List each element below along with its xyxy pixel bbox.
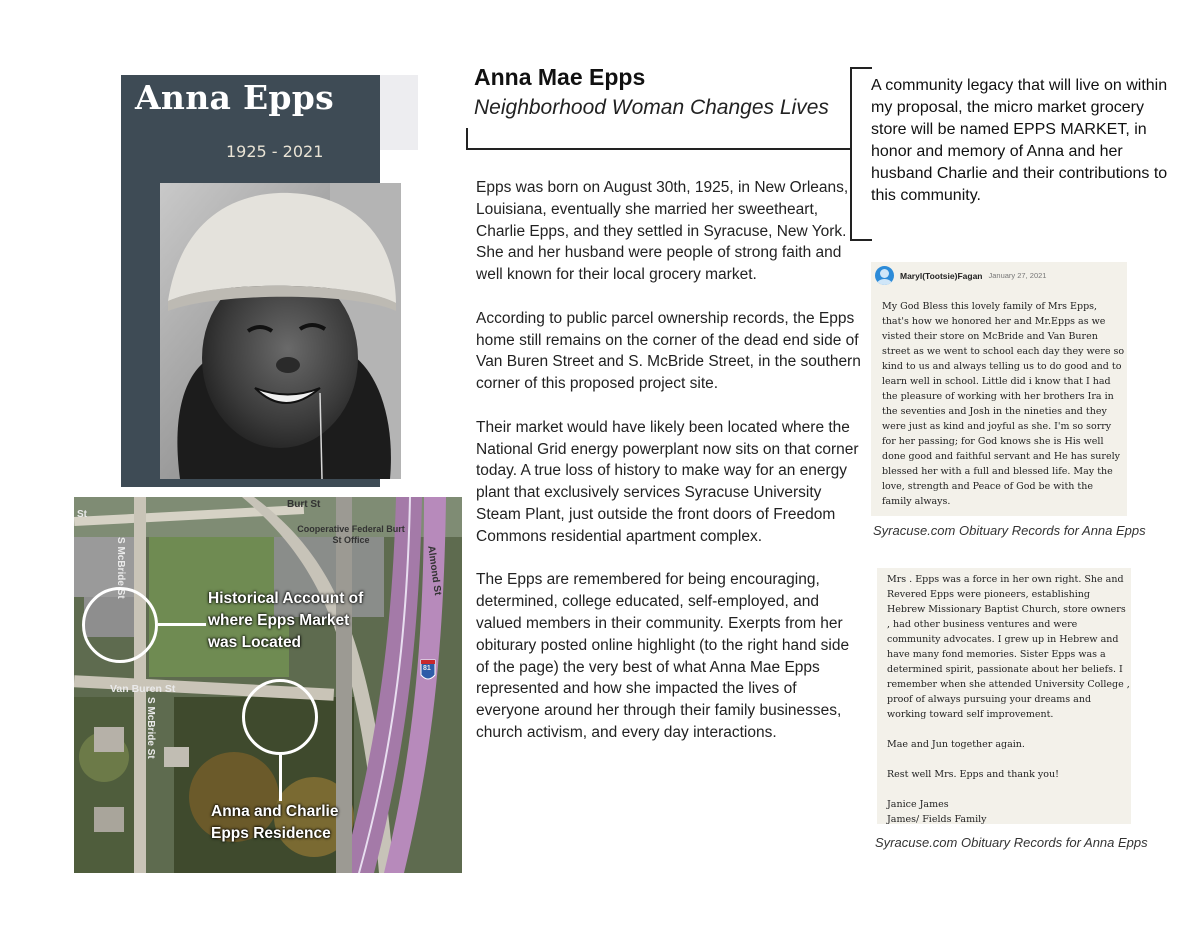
article-title: Anna Mae Epps (474, 64, 646, 90)
interstate-shield-icon: 81 (423, 665, 431, 672)
legacy-note: A community legacy that will live on within my proposal, the micro market grocery store will be named EPPS MARKET, in honor and memory of Anna and her husband Charlie and their contributions to this community. (871, 77, 1168, 204)
comment-date: January 27, 2021 (988, 271, 1047, 280)
residence-marker (242, 679, 318, 755)
residence-leader-line (279, 755, 282, 801)
residence-label: Anna and Charlie Epps Residence (211, 803, 339, 842)
road-label-st: St (77, 509, 87, 520)
comment-caption-2: Syracuse.com Obituary Records for Anna Epps (875, 835, 1148, 850)
road-label-mcbride-south: S McBride St (145, 697, 156, 759)
road-label-mcbride-north: S McBride St (115, 537, 126, 599)
obituary-comment-fagan (871, 262, 1127, 516)
body-paragraph-home: According to public parcel ownership records, the Epps home still remains on the corner of the dead end side of Van Buren Street and S. McBride Street, in the southern corner of this proposed project site. (476, 309, 861, 393)
aerial-map (74, 497, 462, 873)
comment-paragraph: Mrs . Epps was a force in her own right. She and Revered Epps were pioneers, establishing Hebrew Missionary Baptist Church, store owners , had other business ventures and were community advocates. I grew up in Hebrew and have many fond memories. Sister Epps was a determined spirit, passionate about her beliefs. I remember when she attended University College , proof of always pursuing your dreams and working toward self improvement. (887, 574, 1130, 720)
comment-header (875, 266, 1046, 285)
comment-signature-name: Janice James (887, 799, 949, 810)
market-location-label: Historical Account of where Epps Market was Located (208, 590, 364, 651)
heading-rule-vertical (466, 128, 468, 150)
body-paragraph-birth: Epps was born on August 30th, 1925, in New Orleans, Louisiana, eventually she married her sweetheart, Charlie Epps, and they settled in Syracuse, New York. She and her husband were people of strong faith and well known for their local grocery market. (476, 179, 849, 284)
comment-text (887, 572, 1131, 827)
obituary-comment-james (877, 568, 1131, 824)
market-location-marker (82, 587, 158, 663)
article-subtitle: Neighborhood Woman Changes Lives (474, 96, 829, 119)
body-paragraph-legacy: The Epps are remembered for being encouraging, determined, college educated, self-employed, and valued members in their community. Exerpts from her obiturary posted online highlight (to the right hand side of the page) the very best of what Anna Mae Epps represented and how she impacted the lives of everyone around her through their family businesses, church activism, and every day interactions. (476, 571, 850, 741)
avatar-icon (875, 266, 894, 285)
market-leader-line (158, 623, 206, 626)
comment-author: Maryl(Tootsie)Fagan (900, 270, 983, 281)
article-body (476, 177, 861, 766)
comment-text: My God Bless this lovely family of Mrs Epps, that's how we honored her and Mr.Epps as we visted their store on McBride and Van Buren street as we went to school each day they were so kind to us and always telling us to do good and to learn well in school. Little did i know that I had the pleasure of working with her brothers Ira in the seventies and Josh in the nineties and they were just as kind and joyful as she. I'm so sorry for her passing; for God knows she is His well done good and faithful servant and He has surely blessed her with a full and blessed life. May the love, strength and Peace of God be with the family always. (882, 301, 1125, 507)
body-paragraph-market: Their market would have likely been located where the National Grid energy powerplant now sits on that corner today. A true loss of history to make way for an energy plant that exclusively services Syracuse University Steam Plant, just outside the front doors of Freedom Commons residential apartment complex. (476, 418, 859, 545)
poster-name: Anna Epps (135, 78, 335, 117)
road-label-almond: Almond St (425, 545, 443, 597)
comment-paragraph: Mae and Jun together again. (887, 739, 1025, 750)
poi-cooperative-federal: Cooperative Federal Burt St Office (297, 524, 405, 545)
portrait-photo (160, 183, 401, 479)
comment-paragraph: Rest well Mrs. Epps and thank you! (887, 769, 1059, 780)
road-label-van-buren: Van Buren St (110, 683, 176, 695)
road-label-burt: Burt St (287, 499, 321, 510)
poster-years: 1925 - 2021 (226, 142, 324, 161)
comment-caption-1: Syracuse.com Obituary Records for Anna Epps (873, 523, 1146, 538)
comment-signature-family: James/ Fields Family (887, 814, 987, 825)
heading-rule-horizontal (466, 148, 852, 150)
